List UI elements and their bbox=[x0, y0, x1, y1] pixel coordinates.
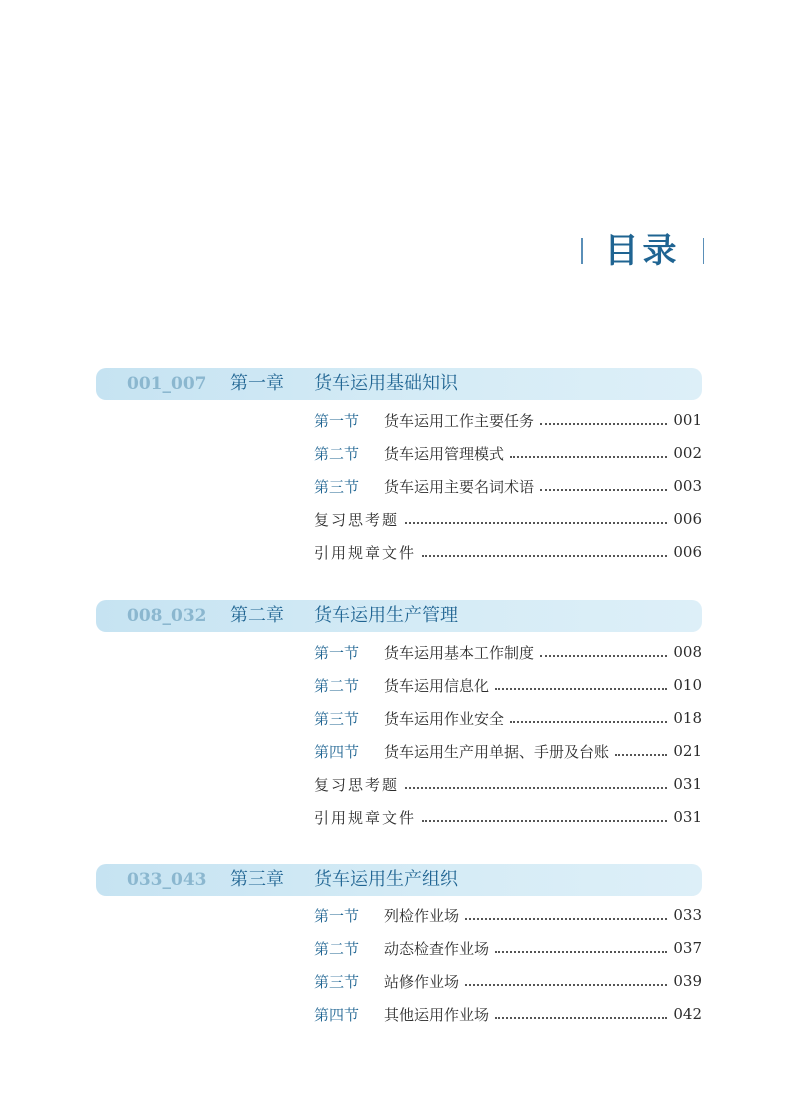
toc-entry-3-3[interactable] bbox=[314, 968, 702, 994]
section-title: 货车运用主要名词术语 bbox=[384, 477, 535, 496]
toc-entry-2-4[interactable] bbox=[314, 738, 702, 764]
dot-leader bbox=[495, 949, 667, 953]
toc-entry-1-3[interactable] bbox=[314, 473, 702, 499]
section-number: 第三节 bbox=[314, 972, 360, 991]
chapter-title: 货车运用基础知识 bbox=[314, 373, 458, 394]
chapter-page-range: 001_007 bbox=[127, 374, 207, 394]
page-number: 010 bbox=[673, 676, 702, 694]
chapter-header-1[interactable] bbox=[96, 368, 702, 400]
section-number: 第三节 bbox=[314, 477, 360, 496]
dot-leader bbox=[540, 421, 667, 425]
toc-entry-3-4[interactable] bbox=[314, 1001, 702, 1027]
chapter-number: 第一章 bbox=[230, 373, 284, 394]
section-number: 第二节 bbox=[314, 676, 360, 695]
toc-entry-1-review[interactable] bbox=[314, 506, 702, 532]
dot-leader bbox=[615, 752, 667, 756]
section-title: 货车运用信息化 bbox=[384, 676, 490, 695]
page-number: 021 bbox=[673, 742, 702, 760]
page-title: 目录 bbox=[604, 231, 681, 271]
section-title: 复习思考题 bbox=[314, 510, 400, 529]
section-title: 站修作业场 bbox=[384, 972, 460, 991]
section-title: 其他运用作业场 bbox=[384, 1005, 490, 1024]
page-number: 039 bbox=[673, 972, 702, 990]
toc-entry-2-3[interactable] bbox=[314, 705, 702, 731]
page-number: 002 bbox=[673, 444, 702, 462]
section-number: 第一节 bbox=[314, 906, 360, 925]
dot-leader bbox=[422, 553, 667, 557]
chapter-title: 货车运用生产管理 bbox=[314, 605, 458, 626]
section-title: 动态检查作业场 bbox=[384, 939, 490, 958]
toc-entry-2-1[interactable] bbox=[314, 639, 702, 665]
section-title: 货车运用管理模式 bbox=[384, 444, 505, 463]
toc-entry-2-review[interactable] bbox=[314, 771, 702, 797]
section-title: 货车运用基本工作制度 bbox=[384, 643, 535, 662]
chapter-title: 货车运用生产组织 bbox=[314, 869, 458, 890]
title-left-bar bbox=[581, 238, 583, 264]
page-number: 003 bbox=[673, 477, 702, 495]
dot-leader bbox=[540, 487, 667, 491]
chapter-header-2[interactable] bbox=[96, 600, 702, 632]
chapter-page-range: 008_032 bbox=[127, 606, 207, 626]
section-title: 列检作业场 bbox=[384, 906, 460, 925]
page-number: 006 bbox=[673, 543, 702, 561]
toc-entry-2-2[interactable] bbox=[314, 672, 702, 698]
dot-leader bbox=[510, 719, 667, 723]
section-number: 第三节 bbox=[314, 709, 360, 728]
section-number: 第四节 bbox=[314, 742, 360, 761]
dot-leader bbox=[510, 454, 667, 458]
page-number: 037 bbox=[673, 939, 702, 957]
section-title: 引用规章文件 bbox=[314, 543, 417, 562]
dot-leader bbox=[495, 1015, 667, 1019]
title-right-bar bbox=[703, 238, 705, 264]
page-number: 031 bbox=[673, 775, 702, 793]
section-number: 第一节 bbox=[314, 411, 360, 430]
toc-entry-3-1[interactable] bbox=[314, 902, 702, 928]
dot-leader bbox=[465, 982, 667, 986]
dot-leader bbox=[495, 686, 667, 690]
page-number: 018 bbox=[673, 709, 702, 727]
chapter-page-range: 033_043 bbox=[127, 870, 207, 890]
chapter-header-3[interactable] bbox=[96, 864, 702, 896]
dot-leader bbox=[465, 916, 667, 920]
toc-title bbox=[581, 226, 704, 276]
page-number: 031 bbox=[673, 808, 702, 826]
toc-entry-1-2[interactable] bbox=[314, 440, 702, 466]
section-title: 货车运用生产用单据、手册及台账 bbox=[384, 742, 610, 761]
page-number: 042 bbox=[673, 1005, 702, 1023]
dot-leader bbox=[422, 818, 667, 822]
section-title: 货车运用作业安全 bbox=[384, 709, 505, 728]
section-number: 第二节 bbox=[314, 939, 360, 958]
toc-entry-1-references[interactable] bbox=[314, 539, 702, 565]
section-title: 货车运用工作主要任务 bbox=[384, 411, 535, 430]
page-number: 033 bbox=[673, 906, 702, 924]
chapter-number: 第二章 bbox=[230, 605, 284, 626]
section-number: 第一节 bbox=[314, 643, 360, 662]
section-title: 引用规章文件 bbox=[314, 808, 417, 827]
toc-entry-2-references[interactable] bbox=[314, 804, 702, 830]
section-number: 第二节 bbox=[314, 444, 360, 463]
toc-entry-1-1[interactable] bbox=[314, 407, 702, 433]
dot-leader bbox=[405, 785, 667, 789]
chapter-number: 第三章 bbox=[230, 869, 284, 890]
page-number: 008 bbox=[673, 643, 702, 661]
section-title: 复习思考题 bbox=[314, 775, 400, 794]
dot-leader bbox=[405, 520, 667, 524]
page-number: 006 bbox=[673, 510, 702, 528]
dot-leader bbox=[540, 653, 667, 657]
section-number: 第四节 bbox=[314, 1005, 360, 1024]
toc-entry-3-2[interactable] bbox=[314, 935, 702, 961]
page-number: 001 bbox=[673, 411, 702, 429]
